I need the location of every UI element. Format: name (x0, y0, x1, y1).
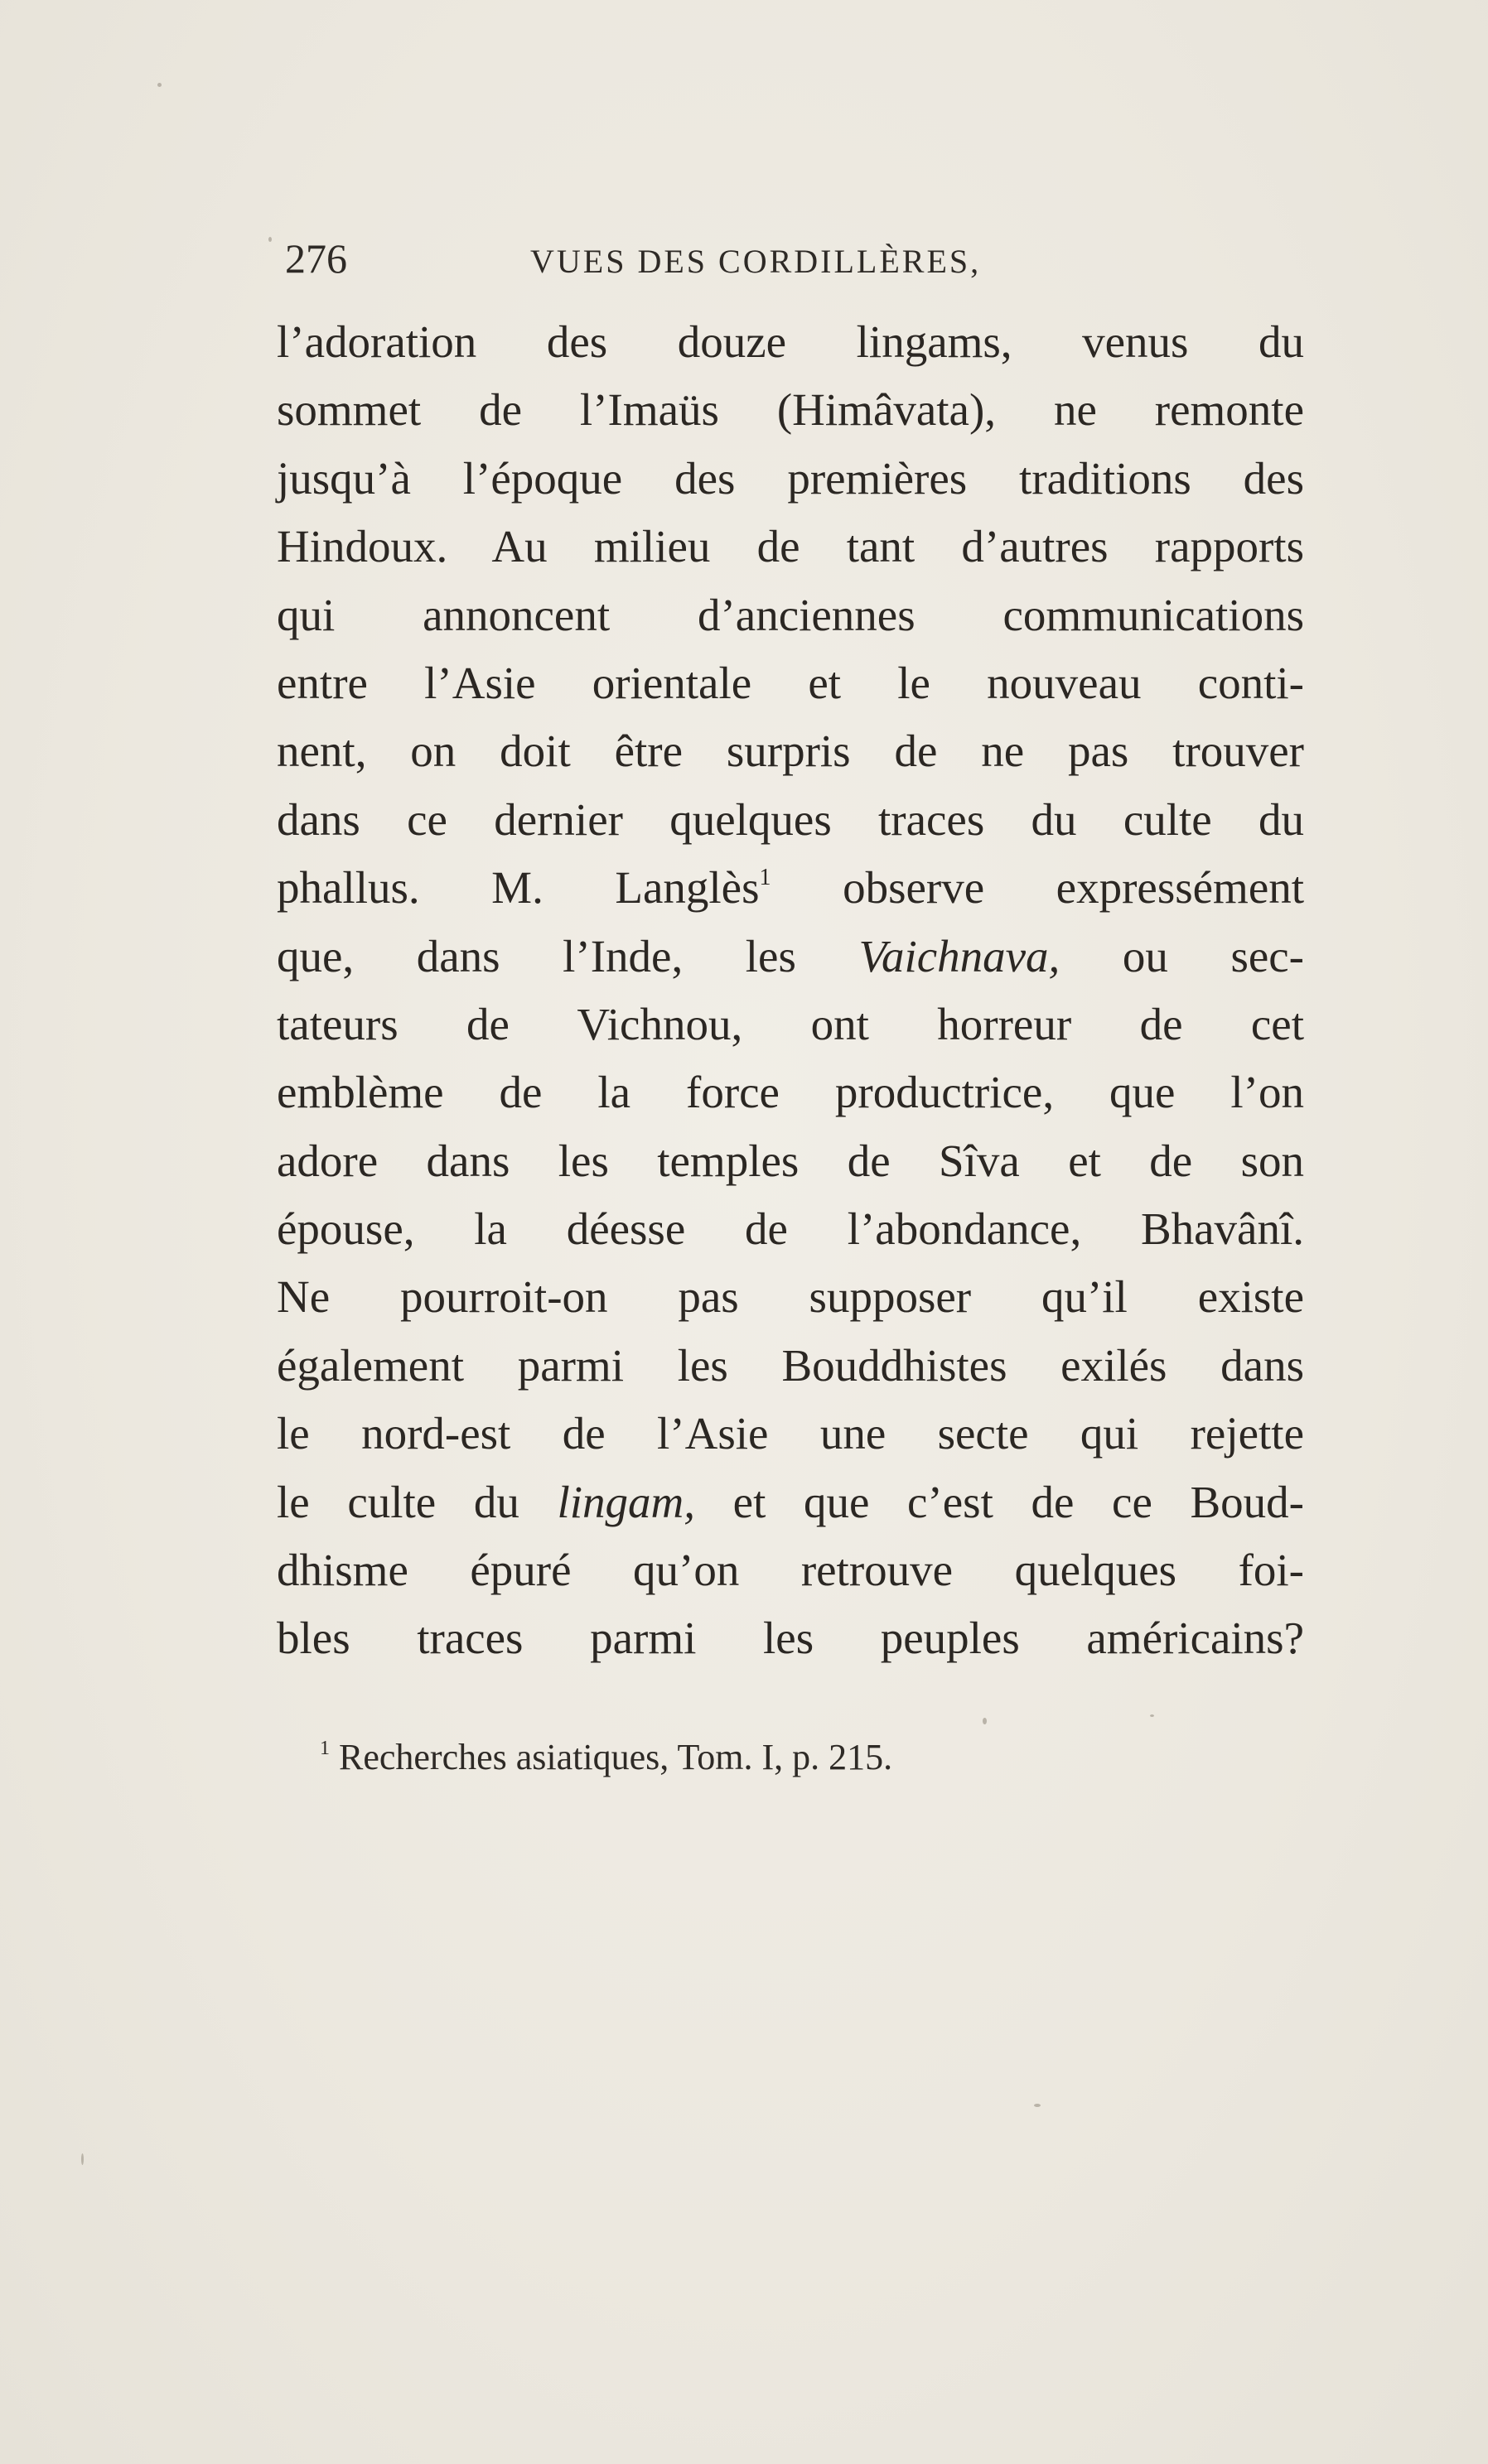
body-text (277, 308, 1304, 1673)
text-line: tateurs de Vichnou, ont horreur de cet (277, 998, 1304, 1049)
text-line (277, 1468, 1304, 1536)
text-line: dhisme épuré qu’on retrouve quelques foi- (277, 1545, 1304, 1596)
line-segment: et que c’est de ce Boud- (695, 1476, 1304, 1527)
page-header (282, 234, 1060, 292)
italic-term: lingam, (557, 1476, 696, 1527)
paper-speck (1034, 2104, 1041, 2107)
text-line: Ne pourroit-on pas supposer qu’il existe (277, 1271, 1304, 1323)
text-line: adore dans les temples de Sîva et de son (277, 1135, 1304, 1186)
text-line: l’adoration des douze lingams, venus du (277, 316, 1304, 367)
italic-term: Vaichnava, (858, 930, 1060, 981)
footnote (320, 1733, 892, 1782)
text-line: nent, on doit être surpris de ne pas trouver (277, 726, 1304, 777)
paper-speck (81, 2153, 84, 2165)
paper-speck (268, 237, 272, 242)
text-line: également parmi les Bouddhistes exilés dans (277, 1339, 1304, 1391)
text-line: bles traces parmi les peuples américains? (277, 1613, 1304, 1664)
line-segment: que, dans l’Inde, les (277, 930, 859, 981)
line-segment: le culte du (277, 1476, 558, 1527)
line-segment: phallus. M. Langlès (277, 862, 760, 914)
text-line: le nord-est de l’Asie une secte qui rejette (277, 1408, 1304, 1459)
text-line: jusqu’à l’époque des premières traditions des (277, 452, 1304, 504)
paper-speck (983, 1718, 987, 1724)
paper-speck (157, 83, 162, 87)
text-line: Hindoux. Au milieu de tant d’autres rapports (277, 521, 1304, 572)
footnote-marker: 1 (320, 1738, 330, 1759)
text-line: emblème de la force productrice, que l’on (277, 1067, 1304, 1118)
paper-speck (1150, 1714, 1154, 1717)
line-segment: ou sec- (1060, 930, 1305, 981)
running-title: VUES DES CORDILLÈRES, (530, 243, 982, 280)
footnote-reference: 1 (759, 865, 771, 891)
text-line (277, 854, 1304, 922)
text-line: qui annoncent d’anciennes communications (277, 589, 1304, 640)
text-line: épouse, la déesse de l’abondance, Bhavânî. (277, 1203, 1304, 1255)
page-number: 276 (285, 235, 347, 282)
text-line: sommet de l’Imaüs (Himâvata), ne remonte (277, 384, 1304, 436)
footnote-text: Recherches asiatiques, Tom. I, p. 215. (339, 1737, 893, 1777)
text-line: dans ce dernier quelques traces du culte du (277, 793, 1304, 845)
line-segment: observe expressément (771, 862, 1305, 914)
text-line (277, 923, 1304, 991)
text-line: entre l’Asie orientale et le nouveau conti- (277, 657, 1304, 708)
